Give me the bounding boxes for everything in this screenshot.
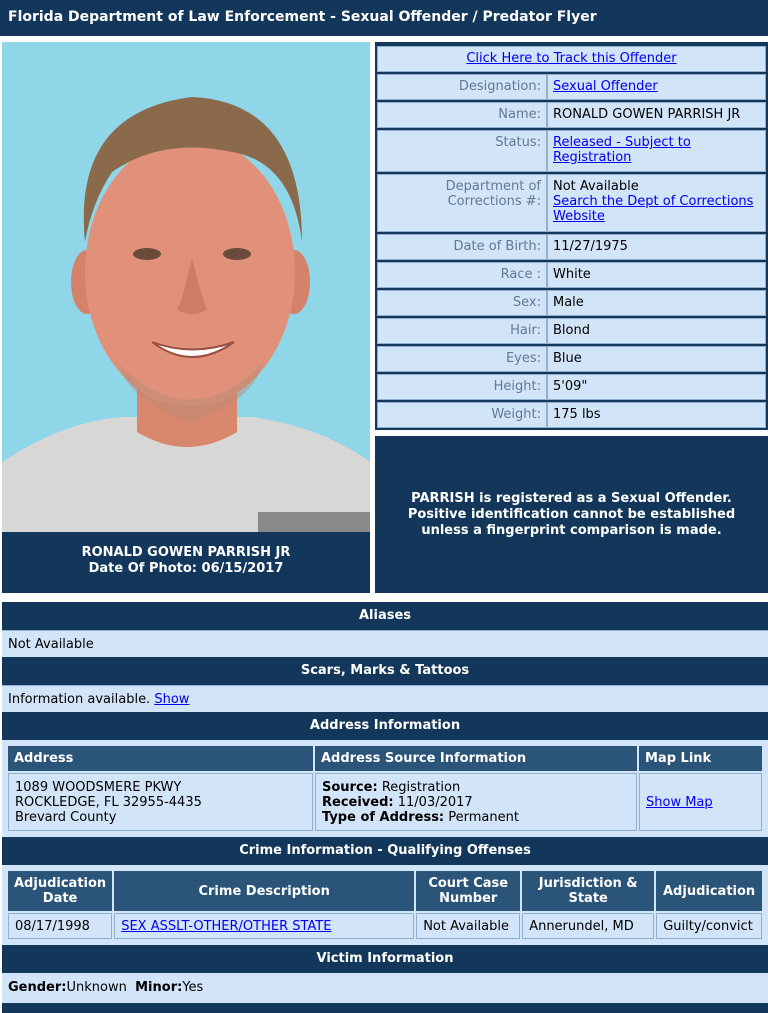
records-section [2,602,768,1013]
address-col-header: Address [8,746,313,771]
type-value: Permanent [448,809,519,825]
name-label: Name: [377,102,547,128]
height-value: 5'09" [547,374,766,400]
weight-value: 175 lbs [547,402,766,428]
crime-description-header: Crime Description [114,871,414,911]
victim-gender-label: Gender: [8,980,67,995]
crime-table [6,869,764,941]
dob-label: Date of Birth: [377,234,547,260]
hair-value: Blond [547,318,766,344]
crime-table-wrap [2,865,768,945]
sex-label: Sex: [377,290,547,316]
table-row [8,913,762,939]
aliases-value: Not Available [2,630,768,657]
victim-minor-label: Minor: [135,980,183,995]
offender-name-caption: RONALD GOWEN PARRISH JR [81,545,291,560]
dob-value: 11/27/1975 [547,234,766,260]
weight-label: Weight: [377,402,547,428]
jurisdiction-header: Jurisdiction & State [522,871,654,911]
status-cell [547,130,766,172]
designation-link[interactable]: Sexual Offender [553,79,658,94]
scars-show-link[interactable]: Show [154,692,190,707]
source-cell [315,773,637,831]
photo-caption [2,532,370,593]
doc-search-link[interactable]: Search the Dept of Corrections Website [553,194,754,224]
eyes-value: Blue [547,346,766,372]
adjudication-date-cell: 08/17/1998 [8,913,112,939]
offender-photo [2,42,370,532]
scars-text: Information available. [8,692,151,707]
adjudication-date-header: Adjudication Date [8,871,112,911]
identification-notice [375,436,768,593]
eyes-label: Eyes: [377,346,547,372]
track-cell [377,46,766,72]
notice-text: PARRISH is registered as a Sexual Offender. Positive identification cannot be established unless a fingerprint comparison is made. [407,490,736,538]
court-case-cell: Not Available [416,913,520,939]
track-offender-link[interactable]: Click Here to Track this Offender [466,51,677,66]
scars-header: Scars, Marks & Tattoos [2,657,768,685]
source-label: Source: [322,779,378,795]
race-value: White [547,262,766,288]
status-label: Status: [377,130,547,172]
sex-value: Male [547,290,766,316]
offender-details-panel [375,42,768,430]
victim-gender-value: Unknown [66,980,127,995]
address-table [6,744,764,833]
hair-label: Hair: [377,318,547,344]
doc-value: Not Available [553,179,639,194]
map-col-header: Map Link [639,746,762,771]
scars-row [2,685,768,712]
address-cell [8,773,313,831]
victim-minor-value: Yes [182,980,204,995]
address-header: Address Information [2,712,768,740]
address-line-1: 1089 WOODSMERE PKWY [15,779,182,795]
map-cell [639,773,762,831]
status-link[interactable]: Released - Subject to Registration [553,135,691,165]
received-label: Received: [322,794,394,810]
address-line-2: ROCKLEDGE, FL 32955-4435 [15,794,202,810]
portrait-image [2,42,370,532]
height-label: Height: [377,374,547,400]
details-table [377,44,766,430]
adjudication-header: Adjudication [656,871,762,911]
crime-header: Crime Information - Qualifying Offenses [2,837,768,865]
doc-cell [547,174,766,232]
crime-description-link[interactable]: SEX ASSLT-OTHER/OTHER STATE [121,918,332,934]
address-line-3: Brevard County [15,809,117,825]
source-value: Registration [381,779,461,795]
designation-cell [547,74,766,100]
victim-header: Victim Information [2,945,768,973]
jurisdiction-cell: Annerundel, MD [522,913,654,939]
adjudication-cell: Guilty/convict [656,913,762,939]
received-value: 11/03/2017 [397,794,473,810]
name-value: RONALD GOWEN PARRISH JR [547,102,766,128]
type-label: Type of Address: [322,809,445,825]
aliases-header: Aliases [2,602,768,630]
court-case-header: Court Case Number [416,871,520,911]
photo-date: Date Of Photo: 06/15/2017 [88,561,284,576]
designation-label: Designation: [377,74,547,100]
victim-row [2,973,768,1003]
table-row [8,773,762,831]
page-title: Florida Department of Law Enforcement - Sexual Offender / Predator Flyer [0,0,768,36]
address-table-wrap [2,740,768,837]
crime-description-cell [114,913,414,939]
race-label: Race : [377,262,547,288]
show-map-link[interactable]: Show Map [646,794,713,810]
doc-label: Department of Corrections #: [377,174,547,232]
source-col-header: Address Source Information [315,746,637,771]
